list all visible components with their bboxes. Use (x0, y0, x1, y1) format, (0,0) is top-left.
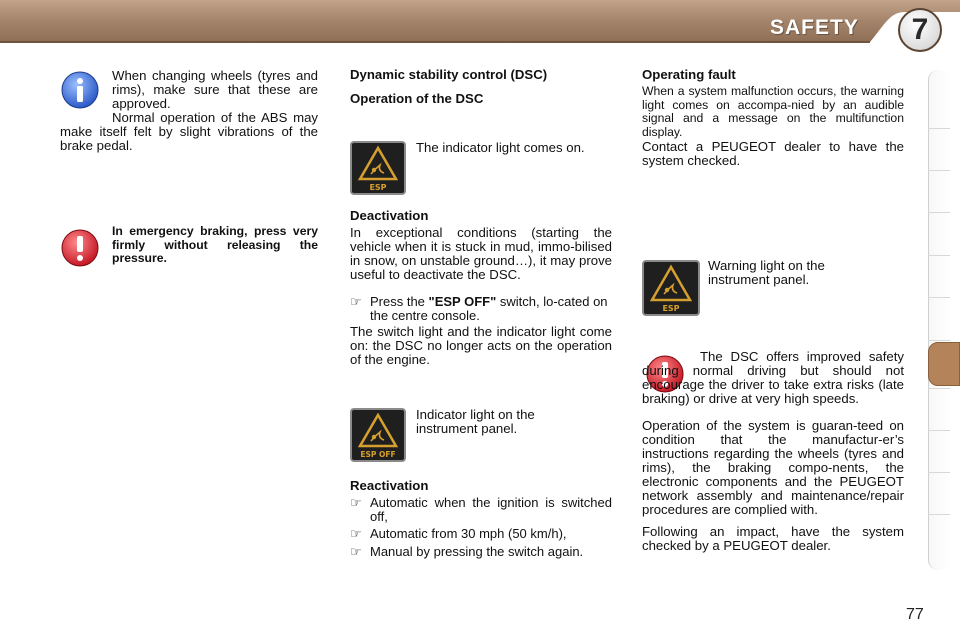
esp-fault-indicator-caption: Warning light on the instrument panel. (708, 258, 825, 287)
info-note-text: When changing wheels (tyres and rims), make sure that these are approved. (112, 68, 318, 111)
tab-divider (928, 170, 950, 171)
contact-dealer-text: Contact a PEUGEOT dealer to have the system checked. (642, 139, 904, 168)
deactivation-bullet (350, 294, 612, 323)
tab-divider (928, 128, 950, 129)
hand-pointer-icon: ☞ (350, 526, 362, 541)
abs-note-text: Normal operation of the ABS may make itself felt by slight vibrations of the brake pedal. (60, 110, 318, 153)
operating-fault-text: When a system malfunction occurs, the warning light comes on accompa-nied by an audible signal and a message on the multifunction display. (642, 84, 904, 139)
info-icon (60, 70, 100, 115)
section-title: Dynamic stability control (DSC) (350, 67, 548, 82)
esp-off-switch-label: "ESP OFF" (428, 294, 497, 309)
system-guarantee-text: Operation of the system is guaran-teed on condition that the manufactur-er’s instructions regarding the wheels (tyres and rims), the braking compo-nents, the electronic components and the PEUGEOT network assembly and maintenance/repair procedures are complied with. (642, 418, 904, 517)
esp-off-icon-label: ESP OFF (360, 450, 396, 459)
tab-divider (928, 340, 950, 341)
tab-divider (928, 255, 950, 256)
impact-check-text: Following an impact, have the system checked by a PEUGEOT dealer. (642, 524, 904, 553)
section-subtitle: Operation of the DSC (350, 91, 484, 106)
esp-off-indicator-caption: Indicator light on the instrument panel. (416, 407, 535, 436)
reactivation-bullet: ☞ Manual by pressing the switch again. (350, 544, 584, 559)
esp-off-warning-icon (350, 408, 406, 467)
switch-light-text: The switch light and the indicator light come on: the DSC no longer acts on the operation of the engine. (350, 324, 612, 367)
esp-warning-icon (350, 141, 406, 200)
tab-divider (928, 430, 950, 431)
esp-fault-warning-icon (642, 260, 700, 321)
deactivation-bullet-suffix: switch, lo-cated on the centre console. (370, 294, 608, 323)
deactivation-bullet-prefix: Press the (370, 294, 429, 309)
emergency-braking-note: In emergency braking, press very firmly without releasing the pressure. (112, 224, 318, 265)
tab-divider (928, 514, 950, 515)
reactivation-bullet: ☞ Automatic from 30 mph (50 km/h), (350, 526, 567, 541)
tab-divider (928, 297, 950, 298)
deactivation-text: In exceptional conditions (starting the vehicle when it is stuck in mud, immo-bilised in snow, on unstable ground…), it may prove useful to deactivate the DSC. (350, 225, 612, 282)
reactivation-bullet: ☞ Automatic when the ignition is switched off, (350, 495, 612, 524)
dsc-safety-note: The DSC offers improved safety during normal driving but should not encourage the driver to take extra risks (late braking) or drive at very high speeds. (642, 349, 904, 406)
hand-pointer-icon: ☞ (350, 544, 362, 559)
tab-divider (928, 212, 950, 213)
chapter-title: SAFETY (770, 16, 859, 39)
page-number: 77 (906, 606, 924, 623)
esp-fault-icon-label: ESP (662, 304, 680, 313)
hand-pointer-icon: ☞ (350, 294, 362, 309)
esp-icon-label: ESP (369, 183, 387, 192)
esp-indicator-caption: The indicator light comes on. (416, 140, 585, 155)
tab-divider (928, 472, 950, 473)
reactivation-heading: Reactivation (350, 478, 429, 493)
deactivation-heading: Deactivation (350, 208, 429, 223)
chapter-number-badge: 7 (898, 8, 942, 52)
exclamation-warning-icon (60, 228, 100, 273)
tab-divider (928, 388, 950, 389)
chapter-tab-active[interactable] (928, 342, 960, 386)
hand-pointer-icon: ☞ (350, 495, 362, 510)
chapter-tab-strip (928, 70, 950, 570)
operating-fault-heading: Operating fault (642, 67, 736, 82)
